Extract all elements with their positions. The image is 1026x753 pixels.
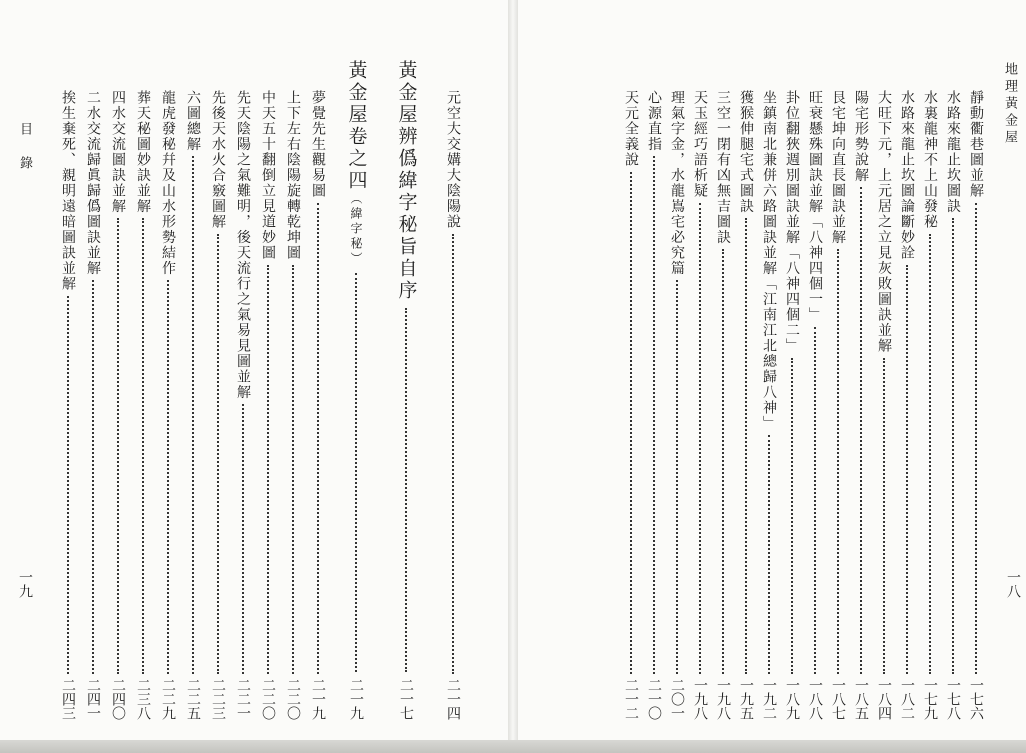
section-heading-note: （緯字秘） bbox=[349, 192, 363, 267]
toc-entry-page: 二二〇 bbox=[285, 678, 301, 720]
toc-entry-title: 水路來龍止坎圖訣 bbox=[945, 90, 961, 214]
toc-entry-page: 一七九 bbox=[922, 678, 938, 720]
page-folio: 一八 bbox=[1005, 570, 1021, 598]
toc-entry-page: 二一四 bbox=[445, 678, 461, 720]
section-heading-page: 二一九 bbox=[348, 678, 364, 720]
dot-leader bbox=[167, 280, 169, 674]
toc-entry-title: 心源直指 bbox=[646, 90, 662, 152]
dot-leader bbox=[906, 265, 908, 675]
toc-entry[interactable] bbox=[853, 90, 869, 720]
toc-entry-title: 陽宅形勢說解 bbox=[853, 90, 869, 183]
toc-entry-title: 水裏龍神不上山發秘 bbox=[922, 90, 938, 230]
toc-entry-page: 二二五 bbox=[185, 678, 201, 720]
toc-entry[interactable] bbox=[235, 90, 251, 720]
dot-leader bbox=[355, 273, 357, 672]
dot-leader bbox=[142, 218, 144, 674]
right-page bbox=[518, 0, 1026, 740]
section-heading[interactable] bbox=[396, 60, 416, 720]
toc-entry-page: 二二一 bbox=[235, 678, 251, 720]
toc-entry-title: 理氣字金，水龍嶌宅必究篇 bbox=[669, 90, 685, 276]
dot-leader bbox=[192, 156, 194, 674]
toc-entry-title: 六圖總解 bbox=[185, 90, 201, 152]
dot-leader bbox=[292, 265, 294, 675]
toc-entry-title: 龍虎發秘幷及山水形勢結作 bbox=[160, 90, 176, 276]
running-head: 地理黃金屋 bbox=[1002, 62, 1017, 147]
toc-entry[interactable] bbox=[669, 90, 685, 720]
toc-entry-title: 獲猴伸腿宅式圖訣 bbox=[738, 90, 754, 214]
dot-leader bbox=[267, 265, 269, 675]
toc-entry[interactable] bbox=[876, 90, 892, 720]
dot-leader bbox=[791, 358, 793, 675]
toc-entry-page: 二二三 bbox=[210, 678, 226, 720]
toc-entry-title: 旺衰懸殊圖訣並解「八神四個一」 bbox=[807, 90, 823, 323]
dot-leader bbox=[317, 203, 319, 675]
toc-entry[interactable] bbox=[738, 90, 754, 720]
toc-entry[interactable] bbox=[185, 90, 201, 720]
dot-leader bbox=[814, 327, 816, 675]
toc-entry-title: 葬天秘圖妙訣並解 bbox=[135, 90, 151, 214]
toc-entry-page: 一七六 bbox=[968, 678, 984, 720]
toc-entry-page: 一八二 bbox=[899, 678, 915, 720]
dot-leader bbox=[452, 234, 454, 675]
toc-entry-page: 一九八 bbox=[715, 678, 731, 720]
toc-entry-page: 二二〇 bbox=[260, 678, 276, 720]
toc-entry[interactable] bbox=[830, 90, 846, 720]
toc-entry-page: 一七八 bbox=[945, 678, 961, 720]
toc-entry-title: 先天陰陽之氣難明，後天流行之氣易見圖並解 bbox=[235, 90, 251, 400]
dot-leader bbox=[722, 249, 724, 674]
toc-entry-page: 一九二 bbox=[761, 678, 777, 720]
dot-leader bbox=[929, 234, 931, 675]
scan-bottom-edge bbox=[0, 740, 1026, 753]
toc-entry-page: 一八四 bbox=[876, 678, 892, 720]
toc-entry[interactable] bbox=[210, 90, 226, 720]
dot-leader bbox=[92, 280, 94, 674]
dot-leader bbox=[653, 156, 655, 674]
toc-entry-page: 二四一 bbox=[85, 678, 101, 720]
book-gutter bbox=[508, 0, 518, 740]
toc-entry[interactable] bbox=[310, 90, 326, 720]
toc-entry[interactable] bbox=[715, 90, 731, 720]
dot-leader bbox=[67, 296, 69, 675]
toc-entry-title: 坐鎮南北兼併六路圖訣並解「江南江北總歸八神」 bbox=[761, 90, 777, 431]
toc-entry[interactable] bbox=[899, 90, 915, 720]
toc-entry-title: 先後天水火合竅圖解 bbox=[210, 90, 226, 230]
section-heading-title: 黃金屋卷之四 bbox=[345, 60, 368, 192]
toc-entry-title: 水路來龍止坎圖論斷妙詮 bbox=[899, 90, 915, 261]
dot-leader bbox=[837, 249, 839, 674]
section-heading[interactable] bbox=[346, 60, 366, 720]
dot-leader bbox=[952, 218, 954, 674]
toc-entry-page: 二四三 bbox=[60, 678, 76, 720]
toc-entry[interactable] bbox=[922, 90, 938, 720]
toc-entry-title: 上下左右陰陽旋轉乾坤圖 bbox=[285, 90, 301, 261]
toc-entry[interactable] bbox=[784, 90, 800, 720]
section-heading-title: 黃金屋辨僞緯字秘旨自序 bbox=[395, 60, 418, 302]
page-folio: 一九 bbox=[17, 570, 33, 598]
toc-entry-page: 一八八 bbox=[807, 678, 823, 720]
toc-entry-page: 一八五 bbox=[853, 678, 869, 720]
toc-entry-title: 天玉經巧語析疑 bbox=[692, 90, 708, 199]
toc-entry-page: 二一九 bbox=[310, 678, 326, 720]
toc-entry[interactable] bbox=[692, 90, 708, 720]
dot-leader bbox=[975, 203, 977, 675]
toc-entry-title: 靜動衢巷圖並解 bbox=[968, 90, 984, 199]
toc-entry-page: 二一〇 bbox=[646, 678, 662, 720]
toc-entry-title: 艮宅坤向直長圖訣並解 bbox=[830, 90, 846, 245]
toc-entry-title: 二水交流歸眞歸僞圖訣並解 bbox=[85, 90, 101, 276]
toc-entry-title: 卦位翻狹週別圖訣並解「八神四個二」 bbox=[784, 90, 800, 354]
toc-entry-page: 二一二 bbox=[623, 678, 639, 720]
dot-leader bbox=[630, 172, 632, 675]
toc-entry[interactable] bbox=[968, 90, 984, 720]
toc-entry-page: 一八九 bbox=[784, 678, 800, 720]
toc-entry-title: 中天五十翻倒立見道妙圖 bbox=[260, 90, 276, 261]
toc-entry-page: 一九八 bbox=[692, 678, 708, 720]
toc-entry[interactable] bbox=[807, 90, 823, 720]
toc-entry[interactable] bbox=[110, 90, 126, 720]
dot-leader bbox=[242, 404, 244, 674]
toc-entry-page: 二三八 bbox=[135, 678, 151, 720]
dot-leader bbox=[699, 203, 701, 675]
dot-leader bbox=[745, 218, 747, 674]
toc-entry[interactable] bbox=[60, 90, 76, 720]
toc-entry-title: 四水交流圖訣並解 bbox=[110, 90, 126, 214]
toc-entry-page: 一九五 bbox=[738, 678, 754, 720]
toc-entry-title: 夢覺先生觀易圖 bbox=[310, 90, 326, 199]
toc-entry[interactable] bbox=[135, 90, 151, 720]
dot-leader bbox=[117, 218, 119, 674]
toc-entry[interactable] bbox=[945, 90, 961, 720]
left-page bbox=[0, 0, 508, 740]
toc-entry[interactable] bbox=[85, 90, 101, 720]
dot-leader bbox=[883, 358, 885, 675]
toc-entry-title: 三空一閉有凶無吉圖訣 bbox=[715, 90, 731, 245]
toc-entry-page: 一八七 bbox=[830, 678, 846, 720]
toc-entry-title: 天元全義說 bbox=[623, 90, 639, 168]
dot-leader bbox=[217, 234, 219, 675]
toc-entry[interactable] bbox=[623, 90, 639, 720]
toc-entry[interactable] bbox=[445, 90, 461, 720]
toc-entry-page: 二〇一 bbox=[669, 678, 685, 720]
toc-entry-title: 元空大交媾大陰陽說 bbox=[445, 90, 461, 230]
toc-entry-title: 大旺下元，上元居之立見灰敗圖訣並解 bbox=[876, 90, 892, 354]
toc-entry-title: 挨生棄死、親明遠暗圖訣並解 bbox=[60, 90, 76, 292]
dot-leader bbox=[405, 308, 407, 672]
toc-entry-page: 二二九 bbox=[160, 678, 176, 720]
toc-entry[interactable] bbox=[761, 90, 777, 720]
toc-entry[interactable] bbox=[260, 90, 276, 720]
section-heading-page: 二一七 bbox=[398, 678, 414, 720]
toc-entry[interactable] bbox=[646, 90, 662, 720]
dot-leader bbox=[860, 187, 862, 674]
toc-entry[interactable] bbox=[285, 90, 301, 720]
dot-leader bbox=[676, 280, 678, 674]
running-head: 目 錄 bbox=[17, 122, 32, 173]
dot-leader bbox=[768, 435, 770, 674]
toc-entry[interactable] bbox=[160, 90, 176, 720]
toc-entry-page: 二四〇 bbox=[110, 678, 126, 720]
